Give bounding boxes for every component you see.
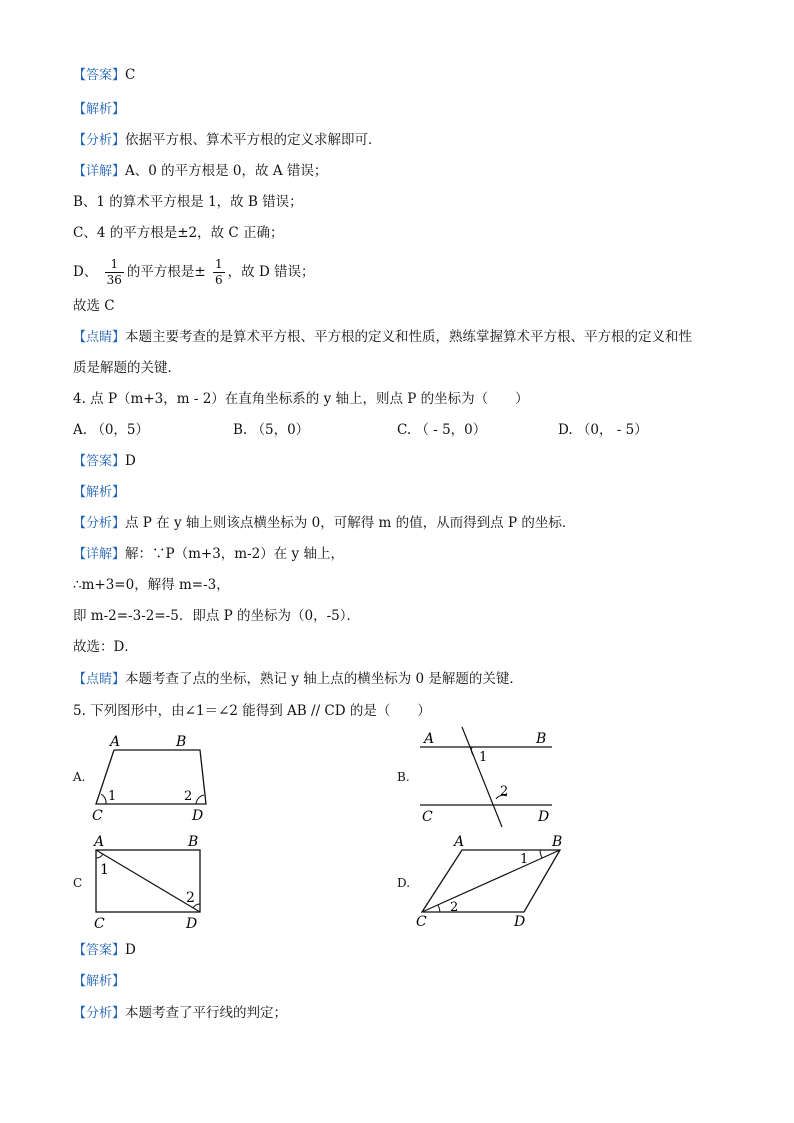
fraction-numerator: 1 — [105, 257, 124, 273]
angle-2: 2 — [186, 890, 195, 906]
fenxi-tag: 【分析】 — [73, 516, 126, 531]
q3-fenxi-line — [73, 131, 382, 150]
q5-answer: D — [125, 942, 136, 958]
q5-option-b-label: B. — [397, 770, 410, 784]
fraction-denominator: 36 — [106, 273, 122, 287]
q3-answer-line — [73, 66, 135, 85]
q3-fenxi-text: 依据平方根、算术平方根的定义求解即可． — [125, 132, 382, 148]
q4-answer: D — [125, 453, 136, 469]
q4-detail-line — [73, 545, 344, 564]
q4-detail-3: 即 m-2=-3-2=-5．即点 P 的坐标为（0，-5）． — [73, 608, 360, 624]
angle-1: 1 — [100, 862, 109, 878]
q3-dianjing-line-2: 质是解题的关键． — [73, 360, 181, 376]
angle-2: 2 — [184, 789, 193, 804]
label-a: A — [424, 731, 435, 747]
q3-line-d-prefix: D、 — [73, 264, 98, 280]
q3-line-c: C、4 的平方根是±2，故 C 正确； — [73, 225, 284, 241]
angle-1: 1 — [520, 852, 529, 867]
figure-d-parallelogram — [412, 830, 572, 932]
analysis-tag: 【解析】 — [73, 102, 126, 117]
fraction-1-36 — [105, 257, 124, 288]
q3-line-b: B、1 的算术平方根是 1，故 B 错误； — [73, 194, 303, 210]
label-b: B — [176, 734, 187, 750]
figure-a-trapezoid — [88, 732, 218, 824]
q3-answer: C — [125, 67, 136, 83]
q5-fenxi-text: 本题考查了平行线的判定； — [125, 1005, 288, 1021]
label-d: D — [538, 809, 550, 825]
q3-dianjing-line-1 — [73, 328, 692, 347]
q5-option-a-label: A. — [73, 770, 86, 784]
label-b: B — [552, 834, 563, 850]
q5-option-c-label: C — [73, 876, 83, 890]
label-b: B — [536, 731, 547, 747]
dianjing-tag: 【点睛】 — [73, 330, 126, 345]
q5-stem: 5. 下列图形中，由∠1＝∠2 能得到 AB // CD 的是（ ） — [73, 703, 431, 719]
q3-detail-a: A、0 的平方根是 0，故 A 错误； — [125, 163, 328, 179]
figure-b-transversal — [412, 725, 562, 830]
answer-tag: 【答案】 — [73, 943, 126, 958]
analysis-tag: 【解析】 — [73, 485, 126, 500]
q4-choose: 故选：D． — [73, 639, 138, 655]
detail-tag: 【详解】 — [73, 164, 126, 179]
q4-detail-2: ∴m+3=0，解得 m=-3， — [73, 577, 230, 593]
q3-line-d-suffix: ，故 D 错误； — [227, 264, 315, 280]
label-a: A — [110, 734, 121, 750]
angle-2: 2 — [450, 900, 459, 915]
q4-analysis-line — [73, 483, 125, 502]
answer-tag: 【答案】 — [73, 454, 126, 469]
dianjing-tag: 【点睛】 — [73, 672, 126, 687]
q4-dianjing-text: 本题考查了点的坐标，熟记 y 轴上点的横坐标为 0 是解题的关键． — [125, 671, 523, 687]
detail-tag: 【详解】 — [73, 547, 126, 562]
q4-fenxi-line — [73, 514, 575, 533]
q4-answer-line — [73, 452, 136, 471]
label-d: D — [514, 914, 526, 930]
label-c: C — [416, 914, 427, 930]
fraction-1-6 — [213, 257, 225, 288]
fraction-denominator: 6 — [215, 273, 223, 287]
q3-dianjing-text-1: 本题主要考查的是算术平方根、平方根的定义和性质，熟练掌握算术平方根、平方根的定义和性 — [125, 329, 693, 345]
label-b: B — [188, 834, 199, 850]
q4-detail-1: 解：∵P（m+3，m-2）在 y 轴上， — [125, 546, 344, 562]
angle-2: 2 — [500, 784, 509, 799]
q3-choose: 故选 C — [73, 298, 115, 314]
label-d: D — [186, 916, 198, 932]
label-a: A — [454, 834, 465, 850]
q3-line-d-mid: 的平方根是± — [126, 264, 206, 280]
label-c: C — [422, 809, 433, 825]
q4-stem: 4. 点 P（m+3，m - 2）在直角坐标系的 y 轴上，则点 P 的坐标为（ ） — [73, 391, 529, 407]
q3-line-d — [73, 254, 315, 290]
fraction-numerator: 1 — [215, 257, 223, 271]
figure-c-rectangle — [88, 830, 218, 932]
q3-analysis-line — [73, 100, 125, 119]
label-a: A — [94, 834, 105, 850]
q4-option-a: A. （0，5） — [73, 422, 150, 438]
q4-option-c: C. （ - 5，0） — [397, 422, 487, 438]
q5-analysis-line — [73, 972, 125, 991]
q5-answer-line — [73, 941, 136, 960]
fenxi-tag: 【分析】 — [73, 1006, 126, 1021]
q5-option-d-label: D. — [397, 876, 411, 890]
answer-tag: 【答案】 — [73, 68, 126, 83]
q5-fenxi-line — [73, 1004, 287, 1023]
q4-option-d: D. （0， - 5） — [558, 422, 648, 438]
q4-fenxi-text: 点 P 在 y 轴上则该点横坐标为 0，可解得 m 的值，从而得到点 P 的坐标． — [125, 515, 576, 531]
fenxi-tag: 【分析】 — [73, 133, 126, 148]
angle-1: 1 — [479, 750, 488, 765]
label-d: D — [192, 808, 204, 824]
q4-dianjing-line — [73, 670, 523, 689]
q4-option-b: B. （5，0） — [233, 422, 310, 438]
q3-detail-line — [73, 162, 327, 181]
analysis-tag: 【解析】 — [73, 974, 126, 989]
label-c: C — [94, 916, 105, 932]
angle-1: 1 — [108, 789, 117, 804]
label-c: C — [92, 808, 103, 824]
